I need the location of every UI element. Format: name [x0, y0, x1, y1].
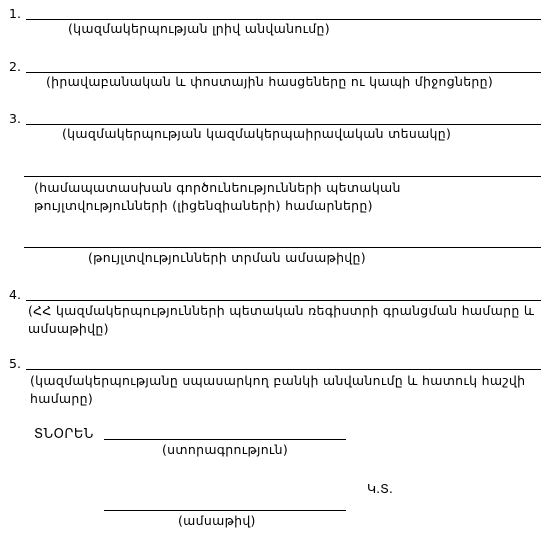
item-number-1: 1. — [9, 6, 21, 21]
signature-caption: (ստորագրություն) — [162, 442, 289, 457]
caption-license-numbers: (համապատասխան գործունեությունների պետական թույլտվությունների (լիցենզիաների) համարները) — [34, 180, 401, 213]
field-line-addresses[interactable] — [26, 72, 541, 73]
field-line-organization-name[interactable] — [26, 19, 541, 20]
caption-addresses: (իրավաբանական և փոստային հասցեները ու կապի միջոցները) — [46, 74, 494, 89]
field-line-bank[interactable] — [26, 369, 541, 370]
seal-label: Կ.Տ. — [367, 481, 393, 496]
date-caption: (ամսաթիվ) — [178, 513, 256, 528]
field-line-legal-form[interactable] — [26, 124, 541, 125]
caption-license-date: (թույլտվությունների տրման ամսաթիվը) — [88, 250, 366, 265]
director-label: ՏՆՕՐԵՆ — [34, 427, 94, 442]
date-line[interactable] — [104, 510, 346, 511]
field-line-license-date[interactable] — [24, 247, 541, 248]
caption-legal-form: (կազմակերպության կազմակերպաիրավական տեսակը) — [62, 126, 452, 141]
field-line-registry[interactable] — [26, 300, 541, 301]
caption-organization-name: (կազմակերպության լրիվ անվանումը) — [68, 21, 330, 36]
item-number-2: 2. — [9, 59, 21, 74]
item-number-3: 3. — [9, 111, 21, 126]
item-number-5: 5. — [9, 356, 21, 371]
caption-registry: (ՀՀ կազմակերպությունների պետական ռեգիստրի գրանցման համարը և ամսաթիվը) — [28, 303, 535, 336]
field-line-license-numbers[interactable] — [24, 176, 541, 177]
signature-line[interactable] — [104, 439, 346, 440]
item-number-4: 4. — [9, 287, 21, 302]
caption-bank: (կազմակերպությանը սպասարկող բանկի անվանումը և հատուկ հաշվի համարը) — [30, 373, 526, 406]
